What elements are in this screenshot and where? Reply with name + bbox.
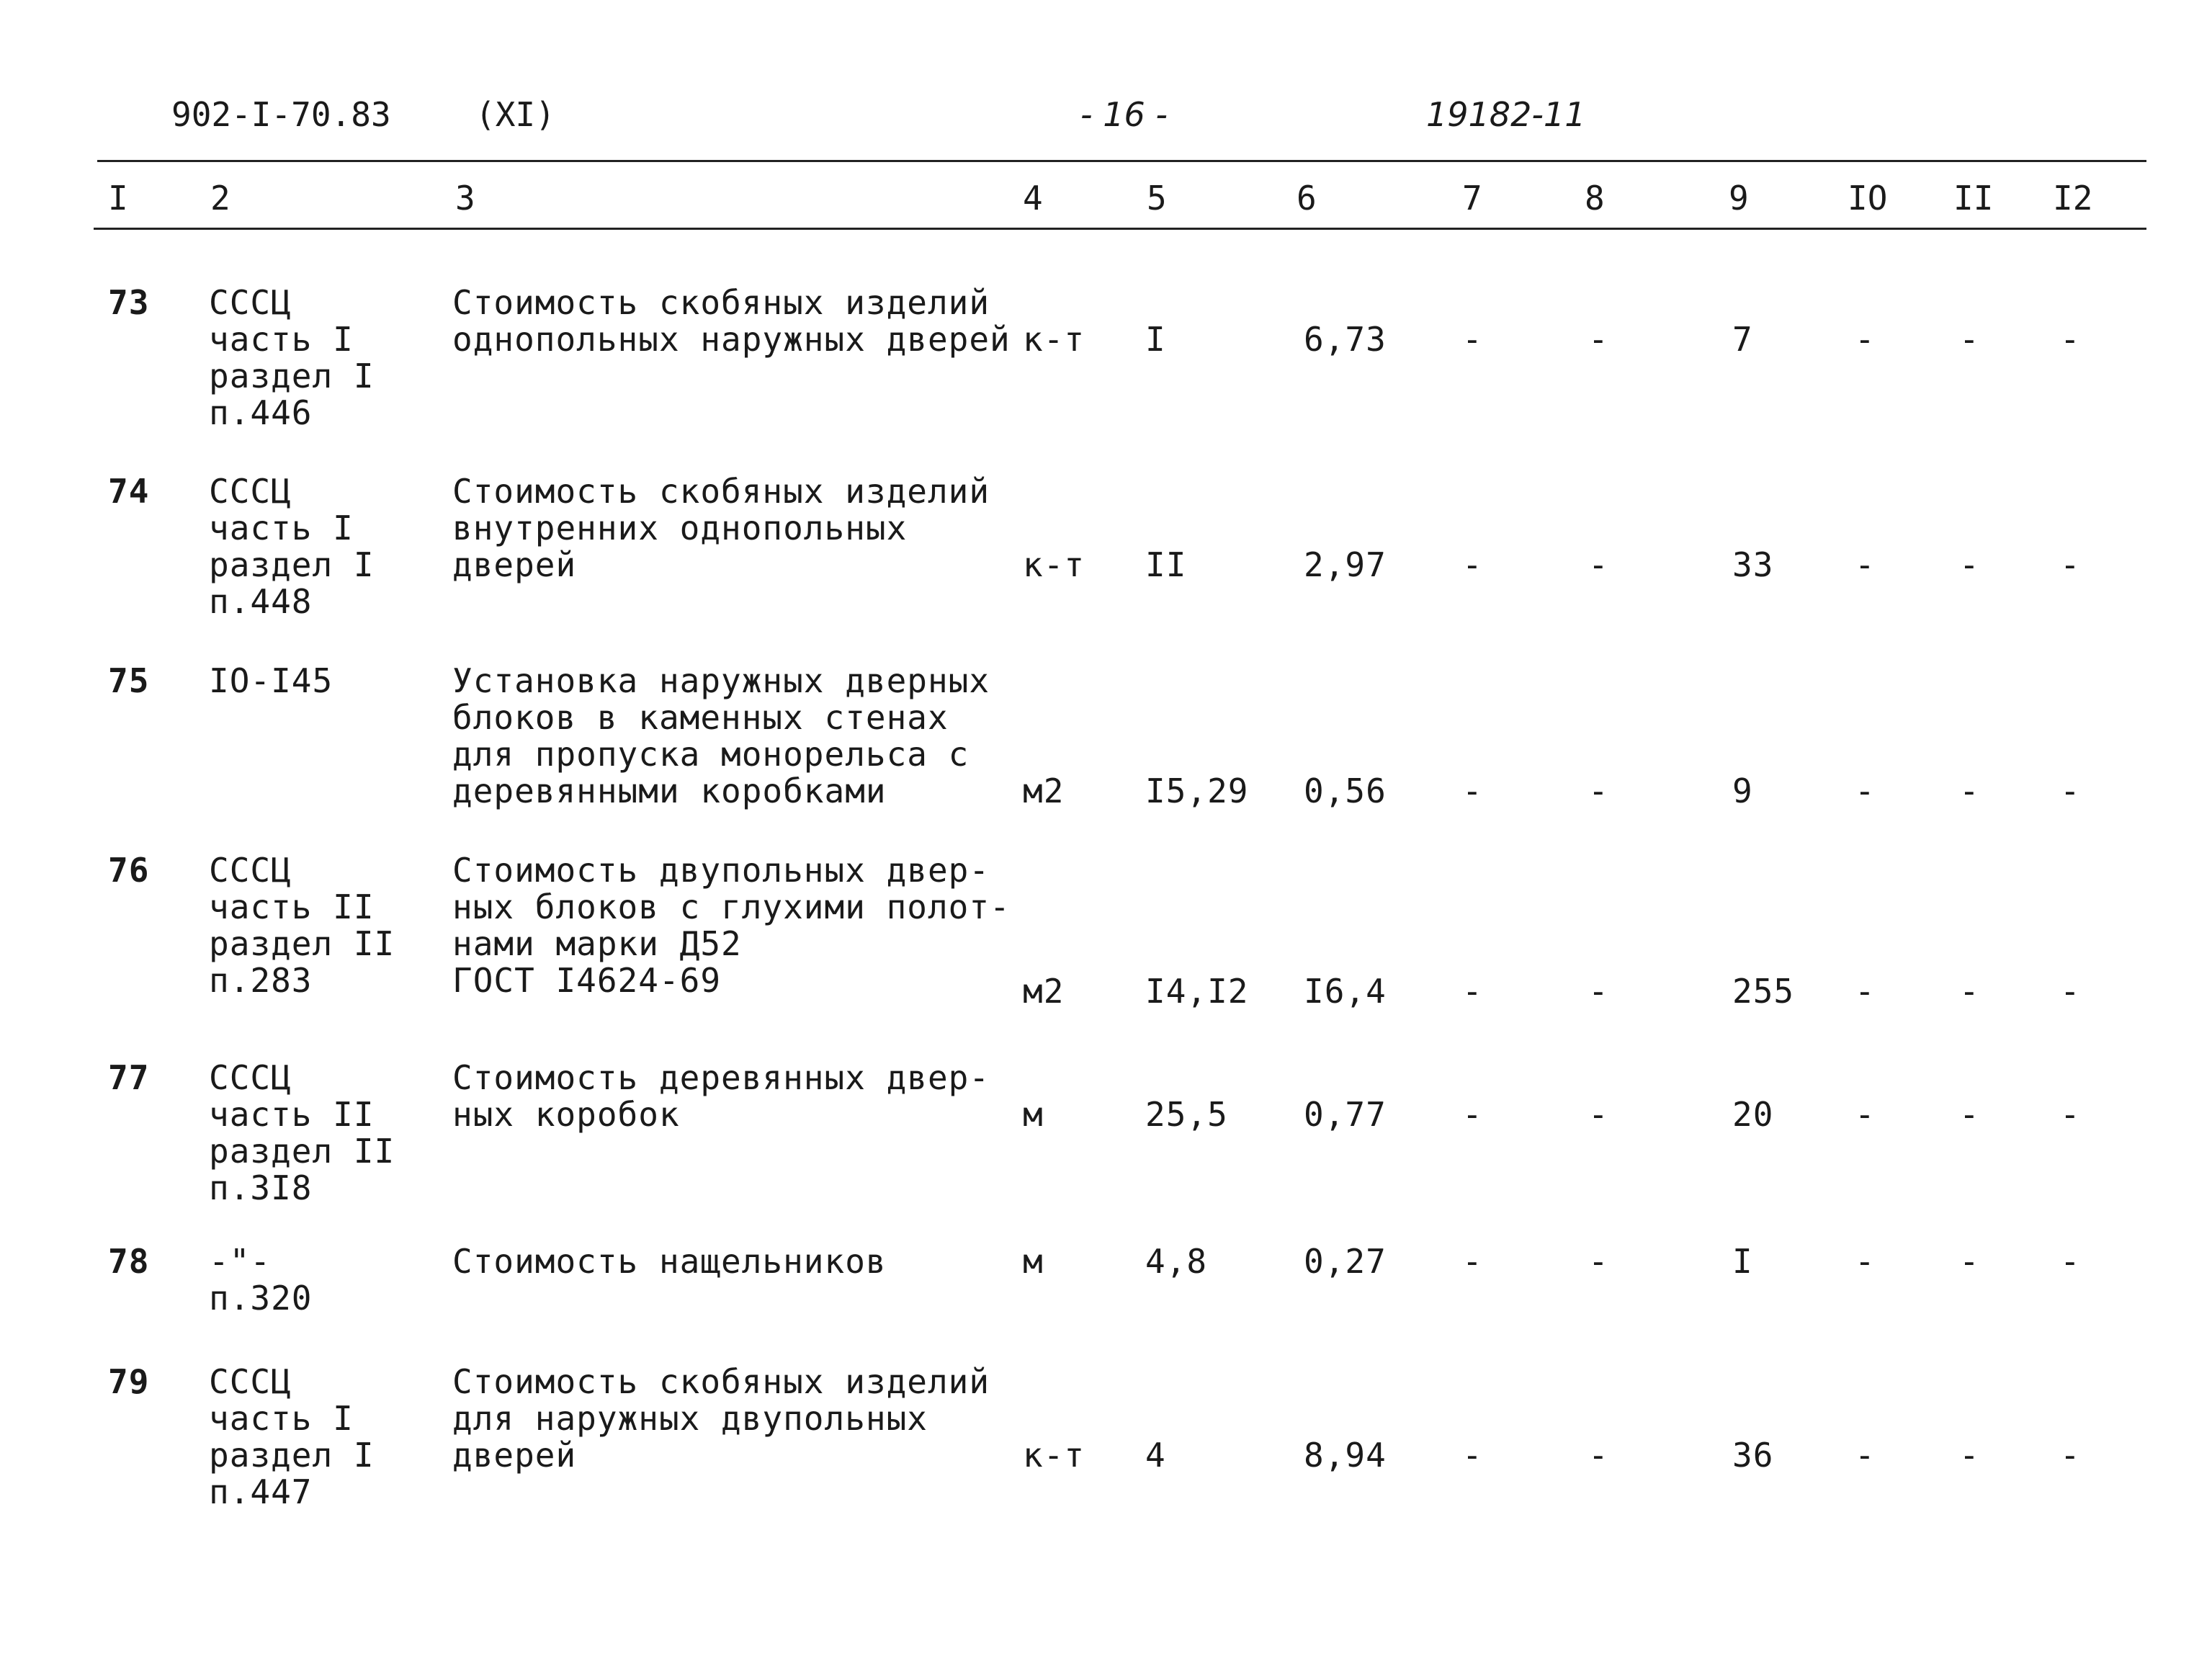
total-cost: 7: [1732, 320, 1753, 359]
row-number: 73: [108, 283, 150, 322]
unit: к-т: [1023, 320, 1085, 359]
cell-col-7: -: [1462, 972, 1483, 1011]
cell-col-7: -: [1462, 320, 1483, 359]
cell-col-11: -: [1959, 545, 1980, 584]
cell-col-12: -: [2060, 1095, 2081, 1134]
cell-col-7: -: [1462, 1095, 1483, 1134]
unit: к-т: [1023, 545, 1085, 584]
quantity: 4,8: [1145, 1242, 1208, 1281]
cell-col-11: -: [1959, 772, 1980, 810]
total-cost: 255: [1732, 972, 1795, 1011]
cell-col-11: -: [1959, 972, 1980, 1011]
column-number: IO: [1848, 179, 1888, 218]
cell-col-11: -: [1959, 320, 1980, 359]
cell-col-8: -: [1588, 320, 1609, 359]
work-description: Стоимость нащельников: [452, 1242, 887, 1281]
price-reference: СССЦ часть I раздел I п.447: [209, 1362, 375, 1511]
unit: м2: [1023, 772, 1065, 810]
unit-price: 0,56: [1304, 772, 1387, 810]
header-top-rule: [97, 160, 2146, 162]
cell-col-12: -: [2060, 1436, 2081, 1475]
cell-col-7: -: [1462, 545, 1483, 584]
cell-col-11: -: [1959, 1436, 1980, 1475]
quantity: 25,5: [1145, 1095, 1228, 1134]
column-number: 9: [1729, 179, 1749, 218]
cell-col-12: -: [2060, 772, 2081, 810]
unit-price: 8,94: [1304, 1436, 1387, 1475]
cell-col-7: -: [1462, 1436, 1483, 1475]
row-number: 78: [108, 1242, 150, 1281]
page-number: - 16 -: [1080, 95, 1168, 134]
cell-col-10: -: [1855, 972, 1876, 1011]
price-reference: -"- п.320: [209, 1242, 313, 1318]
unit: м: [1023, 1242, 1044, 1281]
price-reference: IO-I45: [209, 661, 333, 700]
cell-col-8: -: [1588, 1436, 1609, 1475]
cell-col-7: -: [1462, 772, 1483, 810]
price-reference: СССЦ часть II раздел II п.3I8: [209, 1058, 395, 1207]
cell-col-10: -: [1855, 772, 1876, 810]
column-number: 8: [1585, 179, 1605, 218]
cell-col-11: -: [1959, 1095, 1980, 1134]
cell-col-10: -: [1855, 1095, 1876, 1134]
unit-price: 2,97: [1304, 545, 1387, 584]
unit-price: 6,73: [1304, 320, 1387, 359]
column-number: 5: [1147, 179, 1167, 218]
unit: к-т: [1023, 1436, 1085, 1475]
work-description: Стоимость скобяных изделий внутренних однопольных дверей: [452, 472, 990, 584]
total-cost: 36: [1732, 1436, 1774, 1475]
unit: м2: [1023, 972, 1065, 1011]
quantity: 4: [1145, 1436, 1166, 1475]
row-number: 74: [108, 472, 150, 511]
cell-col-12: -: [2060, 1242, 2081, 1281]
unit-price: 0,27: [1304, 1242, 1387, 1281]
row-number: 75: [108, 661, 150, 700]
column-number: I2: [2053, 179, 2093, 218]
price-reference: СССЦ часть I раздел I п.446: [209, 283, 375, 432]
price-reference: СССЦ часть I раздел I п.448: [209, 472, 375, 621]
cell-col-12: -: [2060, 545, 2081, 584]
volume-number: (XI): [475, 95, 555, 134]
unit-price: I6,4: [1304, 972, 1387, 1011]
column-number: 7: [1462, 179, 1482, 218]
cell-col-12: -: [2060, 972, 2081, 1011]
cell-col-10: -: [1855, 545, 1876, 584]
cell-col-8: -: [1588, 545, 1609, 584]
row-number: 76: [108, 851, 150, 890]
quantity: I5,29: [1145, 772, 1249, 810]
quantity: I: [1145, 320, 1166, 359]
quantity: I4,I2: [1145, 972, 1249, 1011]
row-number: 79: [108, 1362, 150, 1401]
work-description: Стоимость скобяных изделий для наружных двупольных дверей: [452, 1362, 990, 1475]
unit-price: 0,77: [1304, 1095, 1387, 1134]
cell-col-8: -: [1588, 1242, 1609, 1281]
column-number: 6: [1297, 179, 1317, 218]
cell-col-8: -: [1588, 972, 1609, 1011]
cell-col-10: -: [1855, 1436, 1876, 1475]
cell-col-7: -: [1462, 1242, 1483, 1281]
cell-col-8: -: [1588, 772, 1609, 810]
total-cost: 33: [1732, 545, 1774, 584]
cell-col-8: -: [1588, 1095, 1609, 1134]
column-number: I: [108, 179, 128, 218]
work-description: Установка наружных дверных блоков в каменных стенах для пропуска монорельса с деревянными коробками: [452, 661, 990, 810]
work-description: Стоимость двупольных двер- ных блоков с глухими полот- нами марки Д52 ГОСТ I4624-69: [452, 851, 1011, 1000]
cell-col-10: -: [1855, 320, 1876, 359]
total-cost: I: [1732, 1242, 1753, 1281]
unit: м: [1023, 1095, 1044, 1134]
header-bottom-rule: [94, 228, 2146, 230]
cell-col-10: -: [1855, 1242, 1876, 1281]
column-number: II: [1953, 179, 1994, 218]
total-cost: 9: [1732, 772, 1753, 810]
column-number: 2: [210, 179, 230, 218]
document-code: 902-I-70.83: [171, 95, 391, 134]
work-description: Стоимость деревянных двер- ных коробок: [452, 1058, 990, 1134]
total-cost: 20: [1732, 1095, 1774, 1134]
column-number: 3: [455, 179, 475, 218]
cell-col-11: -: [1959, 1242, 1980, 1281]
column-number: 4: [1023, 179, 1043, 218]
cell-col-12: -: [2060, 320, 2081, 359]
price-reference: СССЦ часть II раздел II п.283: [209, 851, 395, 1000]
inventory-number: 19182-11: [1426, 95, 1586, 134]
row-number: 77: [108, 1058, 150, 1097]
work-description: Стоимость скобяных изделий однопольных наружных дверей: [452, 283, 1011, 359]
quantity: II: [1145, 545, 1187, 584]
